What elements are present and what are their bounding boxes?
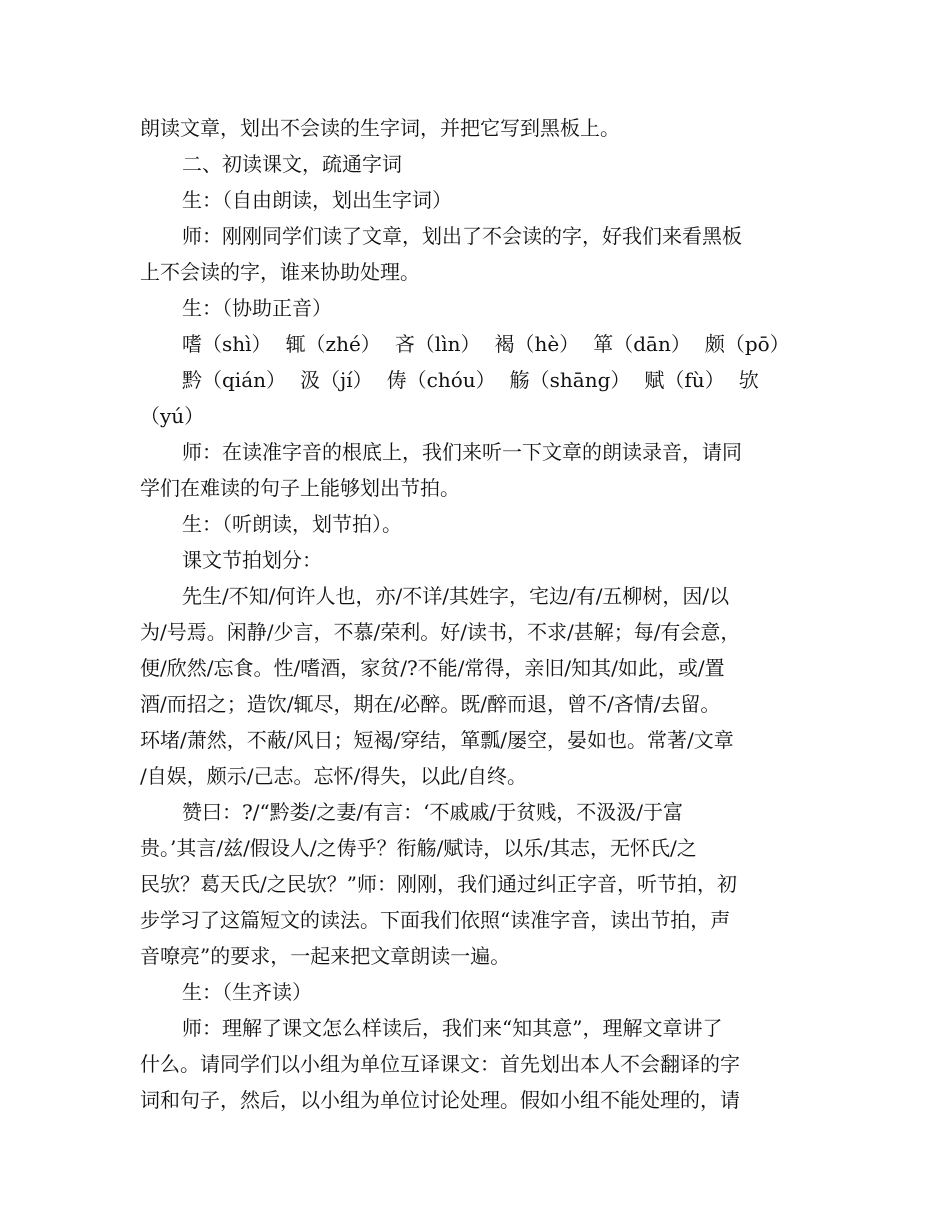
pinyin-item: 嗜（shì） [182,332,272,356]
text-line: 步学习了这篇短文的读法。下面我们依照“读准字音，读出节拍，声 [140,908,731,932]
pinyin-item: 褐（hè） [494,332,580,356]
pinyin-item: 汲（jí） [300,368,373,392]
text-line: 环堵/萧然，不蔽/风日；短褐/穿结，箪瓢/屡空，晏如也。常著/文章 [140,728,734,752]
pinyin-item: 觞（shāng） [509,368,631,392]
text-line: 音嘹亮”的要求，一起来把文章朗读一遍。 [140,944,511,968]
text-line: 词和句子，然后，以小组为单位讨论处理。假如小组不能处理的，请 [140,1088,740,1112]
pinyin-item: 俦（chóu） [386,368,496,392]
text-line: 朗读文章，划出不会读的生字词，并把它写到黑板上。 [140,116,620,140]
pinyin-item: 颇（pō） [704,332,790,356]
pinyin-item: 箪（dān） [593,332,691,356]
text-line: 酒/而招之；造饮/辄尽，期在/必醉。既/醉而退，曾不/吝情/去留。 [140,692,721,716]
text-line: 先生/不知/何许人也，亦/不详/其姓字，宅边/有/五柳树，因/以 [182,584,730,608]
text-line: （yú） [140,404,205,428]
text-line: 学们在难读的句子上能够划出节拍。 [140,476,460,500]
text-line: 生：（协助正音） [182,296,332,320]
text-line: 为/号焉。闲静/少言，不慕/荣利。好/读书，不求/甚解；每/有会意， [140,620,741,644]
text-line: 赞曰：?/“黔娄/之妻/有言：‘不戚戚/于贫贱，不汲汲/于富 [182,800,683,824]
text-line: 民欤？葛天氏/之民欤？”师：刚刚，我们通过纠正字音，听节拍，初 [140,872,737,896]
text-line: 课文节拍划分： [182,548,322,572]
text-line: 贵。’其言/兹/假设人/之俦乎？衔觞/赋诗，以乐/其志，无怀氏/之 [140,836,697,860]
section-heading: 二、初读课文，疏通字词 [182,152,402,176]
text-line: 上不会读的字，谁来协助处理。 [140,260,420,284]
text-line: 师：理解了课文怎么样读后，我们来“知其意”，理解文章讲了 [182,1016,723,1040]
pinyin-item: 辄（zhé） [285,332,381,356]
text-line: 师：在读准字音的根底上，我们来听一下文章的朗读录音，请同 [182,440,742,464]
pinyin-item: 欤 [738,368,759,392]
pinyin-row [182,362,822,398]
text-line: 便/欣然/忘食。性/嗜酒，家贫/?不能/常得，亲旧/知其/如此，或/置 [140,656,725,680]
text-line: /自娱，颇示/己志。忘怀/得失，以此/自终。 [140,764,527,788]
text-line: 生：（自由朗读，划出生字词） [182,188,452,212]
text-line: 师：刚刚同学们读了文章，划出了不会读的字，好我们来看黑板 [182,224,742,248]
pinyin-item: 赋（fù） [644,368,725,392]
text-line: 生：（听朗读，划节拍）。 [182,512,402,536]
pinyin-item: 吝（lìn） [394,332,481,356]
pinyin-item: 黔（qián） [182,368,287,392]
text-line: 什么。请同学们以小组为单位互译课文：首先划出本人不会翻译的字 [140,1052,740,1076]
text-line: 生：（生齐读） [182,980,312,1004]
pinyin-row [182,326,822,362]
